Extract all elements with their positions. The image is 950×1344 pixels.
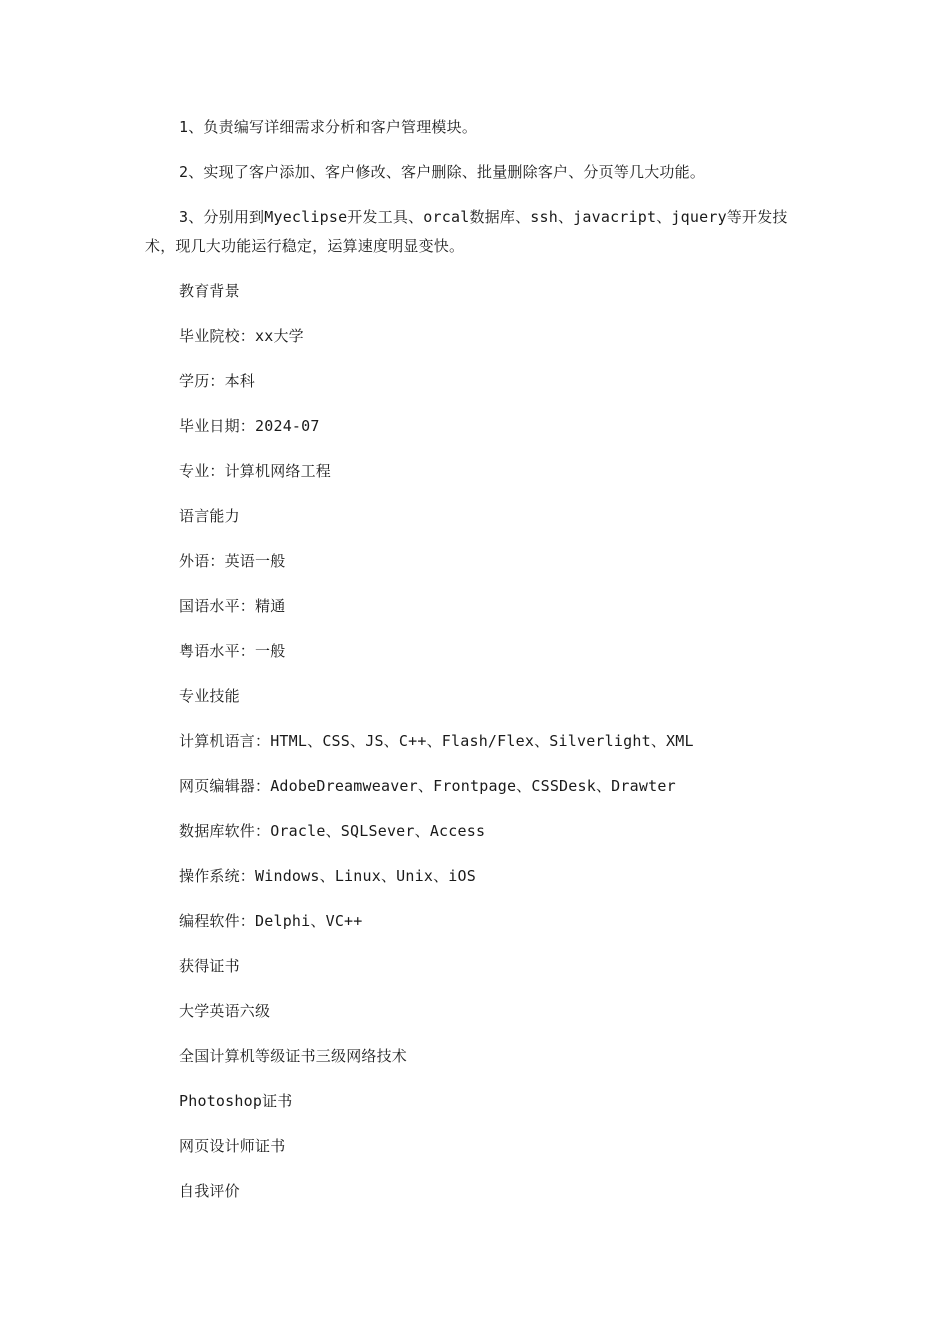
spacer	[145, 711, 807, 727]
section-heading-education: 教育背景	[179, 282, 240, 300]
education-major: 专业：计算机网络工程	[179, 462, 332, 480]
section-heading-self-evaluation: 自我评价	[179, 1182, 240, 1200]
spacer	[145, 142, 807, 158]
spacer	[145, 1026, 807, 1042]
spacer	[145, 441, 807, 457]
certificate-photoshop: Photoshop证书	[179, 1092, 293, 1110]
section-heading-skills: 专业技能	[179, 687, 240, 705]
skill-languages: 计算机语言：HTML、CSS、JS、C++、Flash/Flex、Silverlight、XML	[179, 732, 694, 750]
language-cantonese: 粤语水平：一般	[179, 642, 286, 660]
skill-programming-software: 编程软件：Delphi、VC++	[179, 912, 363, 930]
spacer	[145, 936, 807, 952]
project-duty-2: 2、实现了客户添加、客户修改、客户删除、批量删除客户、分页等几大功能。	[179, 163, 706, 181]
language-mandarin: 国语水平：精通	[179, 597, 286, 615]
spacer	[145, 351, 807, 367]
education-graduation-date: 毕业日期：2024-07	[179, 417, 320, 435]
project-duty-1: 1、负责编写详细需求分析和客户管理模块。	[179, 118, 478, 136]
spacer	[145, 1161, 807, 1177]
spacer	[145, 891, 807, 907]
section-heading-language: 语言能力	[179, 507, 240, 525]
spacer	[145, 531, 807, 547]
spacer	[145, 1116, 807, 1132]
spacer	[145, 396, 807, 412]
spacer	[145, 846, 807, 862]
skill-web-editors: 网页编辑器：AdobeDreamweaver、Frontpage、CSSDesk、Drawter	[179, 777, 676, 795]
spacer	[145, 576, 807, 592]
certificate-cet6: 大学英语六级	[179, 1002, 271, 1020]
spacer	[145, 981, 807, 997]
document-body	[145, 113, 807, 1206]
spacer	[145, 261, 807, 277]
certificate-web-designer: 网页设计师证书	[179, 1137, 286, 1155]
spacer	[145, 756, 807, 772]
spacer	[145, 1071, 807, 1087]
spacer	[145, 486, 807, 502]
education-degree: 学历：本科	[179, 372, 256, 390]
language-foreign: 外语：英语一般	[179, 552, 286, 570]
spacer	[145, 187, 807, 203]
spacer	[145, 621, 807, 637]
spacer	[145, 306, 807, 322]
project-duty-3: 3、分别用到Myeclipse开发工具、orcal数据库、ssh、javacript、jquery等开发技术，现几大功能运行稳定，运算速度明显变快。	[145, 208, 788, 255]
skill-operating-systems: 操作系统：Windows、Linux、Unix、iOS	[179, 867, 476, 885]
education-school: 毕业院校：xx大学	[179, 327, 304, 345]
certificate-ncre: 全国计算机等级证书三级网络技术	[179, 1047, 408, 1065]
skill-databases: 数据库软件：Oracle、SQLSever、Access	[179, 822, 486, 840]
spacer	[145, 801, 807, 817]
section-heading-certificates: 获得证书	[179, 957, 240, 975]
spacer	[145, 666, 807, 682]
